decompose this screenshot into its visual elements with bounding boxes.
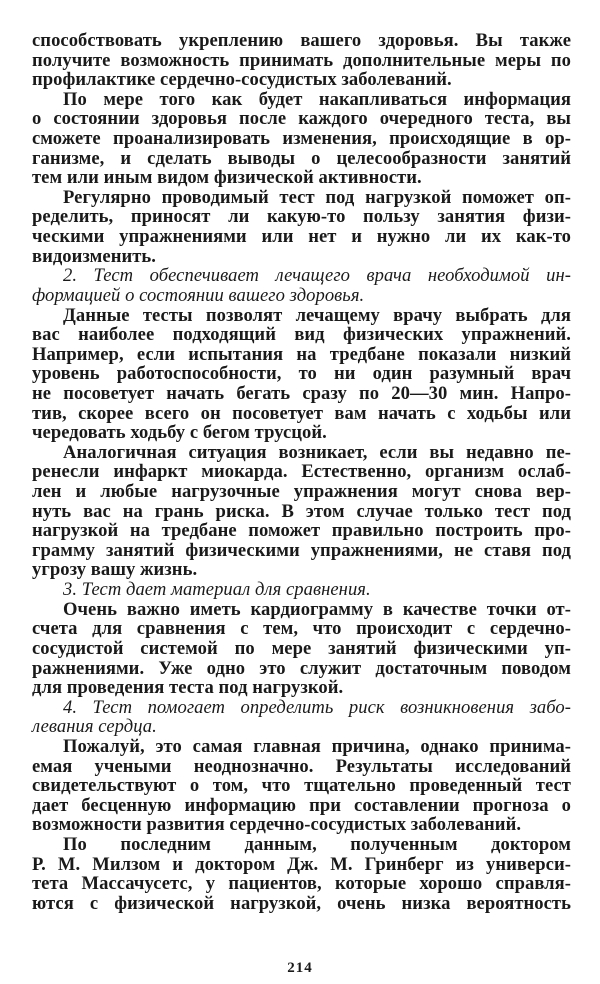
text-line: способствовать укреплению вашего здоровья. Вы также: [32, 30, 571, 51]
text-line: получите возможность принимать дополнительные меры по: [32, 49, 571, 71]
section-heading-2: [32, 266, 571, 305]
text-line: тем или иным видом физической активности.: [32, 167, 422, 189]
paragraph: [32, 31, 571, 90]
heading-line: 3. Тест дает материал для сравнения.: [63, 579, 371, 601]
text-line: дает бесценную информацию при составлении прогноза о: [32, 794, 571, 816]
text-line: Р. М. Милзом и доктором Дж. М. Гринберг из универси-: [32, 853, 571, 875]
text-line: ются с физической нагрузкой, очень низка вероятность: [32, 892, 571, 914]
text-line: чередовать ходьбу с бегом трусцой.: [32, 422, 327, 444]
text-line: возможности развития сердечно-сосудистых заболеваний.: [32, 814, 522, 836]
text-line: емая учеными неоднозначно. Результаты исследований: [32, 755, 571, 777]
paragraph: [32, 90, 571, 188]
text-line: тив, скорее всего он посоветует вам начать с ходьбы или: [32, 402, 571, 424]
paragraph: [32, 188, 571, 266]
text-line: Регулярно проводимый тест под нагрузкой поможет оп-: [63, 186, 571, 208]
text-line: свидетельствуют о том, что тщательно проведенный тест: [32, 775, 571, 797]
text-line: тета Массачусетс, у пациентов, которые хорошо справля-: [32, 873, 571, 895]
text-line: сможете проанализировать изменения, происходящие в ор-: [32, 128, 571, 150]
section-heading-4: [32, 698, 571, 737]
text-line: ражнениями. Уже одно это служит достаточным поводом: [32, 657, 571, 679]
text-line: Аналогичная ситуация возникает, если вы недавно пе-: [63, 441, 571, 463]
text-line: ческими упражнениями или нет и нужно ли их как-то: [32, 226, 571, 248]
text-line: Данные тесты позволят лечащему врачу выбрать для: [63, 304, 571, 326]
text-line: угрозу вашу жизнь.: [32, 559, 198, 581]
text-line: ренесли инфаркт миокарда. Естественно, организм ослаб-: [32, 461, 571, 483]
paragraph: [32, 835, 571, 913]
text-line: для проведения теста под нагрузкой.: [32, 677, 344, 699]
text-line: лен и любые нагрузочные упражнения могут снова вер-: [32, 481, 571, 503]
text-line: По последним данным, полученным доктором: [63, 833, 571, 855]
heading-line: левания сердца.: [32, 716, 157, 738]
page-number: 214: [287, 960, 313, 976]
text-line: Очень важно иметь кардиограмму в качестве точки от-: [63, 598, 571, 620]
text-line: грамму занятий физическими упражнениями, не ставя под: [32, 539, 571, 561]
text-line: счета для сравнения с тем, что происходит с сердечно-: [32, 618, 571, 640]
text-line: нуть вас на грань риска. В этом случае только тест под: [32, 500, 571, 522]
paragraph: [32, 600, 571, 698]
text-line: сосудистой системой по мере занятий физическими уп-: [32, 637, 571, 659]
text-line: По мере того как будет накапливаться информация: [63, 88, 571, 110]
text-line: Например, если испытания на тредбане показали низкий: [32, 343, 571, 365]
text-line: Пожалуй, это самая главная причина, однако принима-: [63, 735, 571, 757]
text-line: не посоветует начать бегать сразу по 20—30 мин. Напро-: [32, 382, 571, 404]
heading-line: формацией о состоянии вашего здоровья.: [32, 284, 365, 306]
heading-line: 4. Тест помогает определить риск возникновения забо-: [63, 696, 571, 718]
section-heading-3: [32, 580, 571, 600]
text-line: о состоянии здоровья после каждого очередного теста, вы: [32, 108, 571, 130]
heading-line: 2. Тест обеспечивает лечащего врача необходимой ин-: [63, 265, 571, 287]
paragraph: [32, 443, 571, 580]
paragraph: [32, 737, 571, 835]
text-line: ределить, приносят ли какую-то пользу занятия физи-: [32, 206, 571, 228]
page-body: [32, 31, 571, 913]
text-line: профилактике сердечно-сосудистых заболеваний.: [32, 69, 452, 91]
text-line: нагрузкой на тредбане поможет правильно построить про-: [32, 520, 571, 542]
text-line: ганизме, и сделать выводы о целесообразности занятий: [32, 147, 571, 169]
paragraph: [32, 306, 571, 443]
text-line: уровень работоспособности, то ни один разумный врач: [32, 363, 571, 385]
text-line: видоизменить.: [32, 245, 156, 267]
text-line: вас наиболее подходящий вид физических упражнений.: [32, 324, 571, 346]
